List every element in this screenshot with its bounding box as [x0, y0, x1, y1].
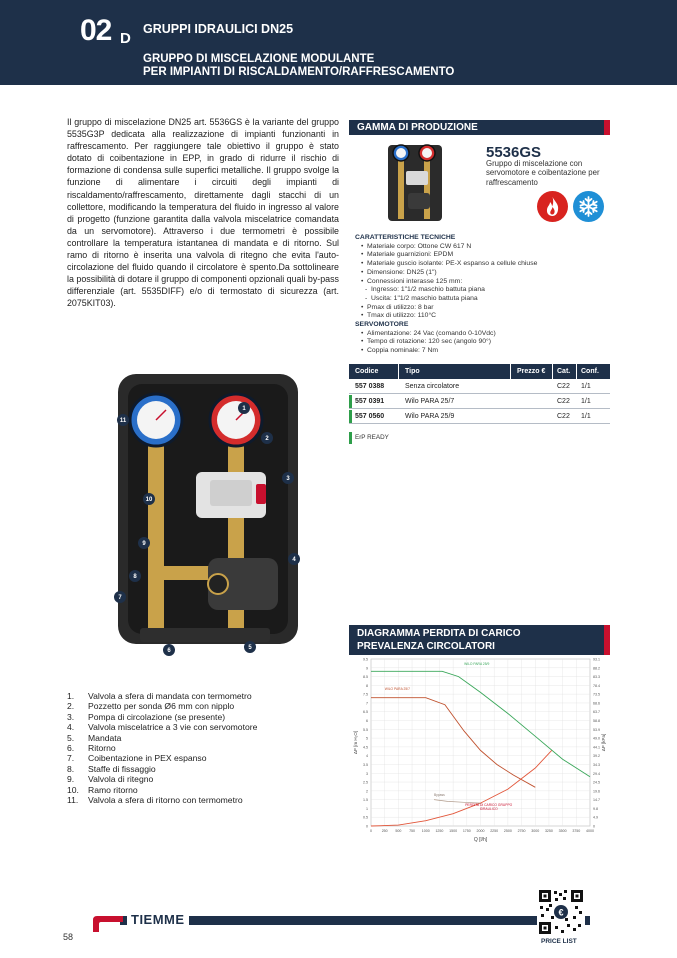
table-row — [349, 409, 610, 424]
product-code: 5536GS — [486, 144, 542, 161]
y2-tick-label: 19.6 — [593, 789, 600, 794]
y-tick-label: 9 — [366, 666, 368, 671]
callout-9: 9 — [142, 541, 146, 547]
cell-type: Wilo PARA 25/7 — [405, 398, 455, 405]
cell-price — [511, 409, 553, 423]
callout-4: 4 — [292, 557, 296, 563]
cell-cat: C22 — [557, 383, 570, 390]
cell-cat: C22 — [557, 413, 570, 420]
col-header-cat: Cat. — [553, 364, 577, 379]
product-photo — [100, 366, 320, 656]
cell-code: 557 0388 — [355, 383, 385, 390]
chart-annotation: WILO PARA 25/7 — [384, 686, 410, 691]
table-row — [349, 379, 610, 394]
servo-heading: SERVOMOTORE — [355, 321, 409, 329]
callout-1: 1 — [242, 406, 246, 412]
table-row — [349, 394, 610, 409]
x-tick-label: 750 — [409, 829, 416, 833]
col-header-price: Prezzo € — [511, 364, 553, 379]
cell-code: 557 0391 — [355, 398, 385, 405]
spec-subitem: - Uscita: 1"1/2 maschio battuta piana — [355, 295, 610, 304]
x-tick-label: 1000 — [421, 829, 430, 833]
callout-3: 3 — [286, 476, 290, 482]
y2-tick-label: 49.0 — [593, 736, 600, 741]
list-item: 11. Valvola a sfera di ritorno con termometro — [67, 795, 243, 806]
erp-green-marker — [349, 395, 352, 408]
list-item: 8. Staffe di fissaggio — [67, 763, 156, 774]
y2-tick-label: 53.9 — [593, 727, 600, 732]
x-tick-label: 500 — [395, 829, 402, 833]
chart-annotation: IDRAULICO — [479, 806, 498, 811]
callout-10: 10 — [145, 497, 153, 503]
table-header-row — [349, 364, 610, 379]
col-header-code: Codice — [349, 364, 399, 379]
y2-tick-label: 58.8 — [593, 719, 600, 724]
x-tick-label: 0 — [370, 829, 372, 833]
y2-tick-label: 24.5 — [593, 780, 600, 785]
y-tick-label: 6 — [366, 719, 368, 724]
diagram-title-line1: DIAGRAMMA PERDITA DI CARICO — [357, 628, 521, 639]
product-table — [349, 364, 610, 424]
cell-price — [511, 379, 553, 393]
y2-tick-label: 63.7 — [593, 710, 600, 715]
gamma-section-bar — [349, 120, 610, 135]
section-letter: D — [120, 30, 131, 47]
intro-paragraph: Il gruppo di miscelazione DN25 art. 5536GS è la variante del gruppo 5535G3P dedicata alla realizzazione di impianti funzionanti in raffrescamento. Per raggiungere tale obiettivo il gruppo è stato dotato di coibentazione in EPP, in grado di ridurre il rischio di formazione di condensa sulle superfici metalliche. Il gruppo svolge la funzione di alimentare i circuiti degli impianti di riscaldamento/raffrescamento, direttamente dagli stacchi di un collettore, modificando la temperatura del fluido in ingresso al valore di progetto (funzione garantita dalla valvola miscelatrice comandata da un servomotore). Attraverso i due termometri è possibile controllare la temperatura istantanea di mandata e di ritorno. Sul ramo di ritorno è inserita una valvola di ritegno che evita l'auto-circolazione del fluido quando il circolatore è spento.Da sottolineare la possibilità di dotare il gruppo di componenti opzionali quali by-pass differenziale (art. 5535DIFF) e/o di termostato di sicurezza (art. 2075KIT03). — [67, 117, 339, 309]
callout-5: 5 — [248, 645, 252, 651]
section-title: GRUPPI IDRAULICI DN25 — [143, 22, 294, 36]
components-legend — [67, 691, 257, 805]
list-item: 10. Ramo ritorno — [67, 784, 138, 795]
chart-annotation: Bypass — [433, 793, 445, 798]
spec-item: • Connessioni interasse 125 mm: — [355, 278, 610, 287]
diagram-title-line2: PREVALENZA CIRCOLATORI — [357, 641, 495, 652]
y2-tick-label: 73.5 — [593, 692, 600, 697]
y-tick-label: 6.5 — [363, 710, 368, 715]
y-tick-label: 2 — [366, 789, 368, 794]
col-header-type: Tipo — [399, 364, 511, 379]
spec-item: • Materiale guscio isolante: PE-X espanso a cellule chiuse — [355, 260, 610, 269]
y2-tick-label: 4.9 — [593, 815, 598, 820]
cell-conf: 1/1 — [581, 383, 591, 390]
diagram-section-bar — [349, 625, 610, 655]
y2-tick-label: 34.3 — [593, 762, 600, 767]
y2-tick-label: 93.1 — [593, 657, 600, 662]
x-tick-label: 2500 — [503, 829, 512, 833]
erp-green-marker — [349, 410, 352, 423]
callout-2: 2 — [265, 436, 269, 442]
x-tick-label: 3000 — [531, 829, 540, 833]
list-item: 7. Coibentazione in PEX espanso — [67, 753, 207, 764]
brand-logo: TIEMME — [127, 912, 189, 927]
y-tick-label: 1 — [366, 806, 368, 811]
y2-tick-label: 29.4 — [593, 771, 600, 776]
y2-tick-label: 68.6 — [593, 701, 600, 706]
cooling-snowflake-icon — [573, 191, 604, 222]
y-tick-label: 7.5 — [363, 692, 368, 697]
y-tick-label: 3.5 — [363, 762, 368, 767]
heating-flame-icon — [537, 191, 568, 222]
x-tick-label: 1750 — [462, 829, 471, 833]
x-tick-label: 2750 — [517, 829, 526, 833]
cell-conf: 1/1 — [581, 413, 591, 420]
y-tick-label: 8.5 — [363, 675, 368, 680]
list-item: 3. Pompa di circolazione (se presente) — [67, 711, 226, 722]
spec-item: • Tmax di utilizzo: 110°C — [355, 312, 610, 321]
qr-code-image[interactable] — [537, 888, 585, 936]
spec-subitem: - Ingresso: 1"1/2 maschio battuta piana — [355, 286, 610, 295]
y2-tick-label: 88.2 — [593, 666, 600, 671]
y2-tick-label: 9.8 — [593, 806, 598, 811]
x-tick-label: 2000 — [476, 829, 485, 833]
list-item: 5. Mandata — [67, 732, 122, 743]
y-tick-label: 5 — [366, 736, 368, 741]
y2-tick-label: 78.4 — [593, 683, 600, 688]
x-tick-label: 4000 — [586, 829, 594, 833]
tech-specs-heading: CARATTERISTICHE TECNICHE — [355, 234, 456, 241]
x-axis-label: Q [l/h] — [473, 837, 488, 843]
y-tick-label: 1.5 — [363, 798, 368, 803]
y2-tick-label: 14.7 — [593, 798, 600, 803]
y-tick-label: 4 — [366, 754, 368, 759]
col-header-conf: Conf. — [581, 368, 599, 375]
price-list-label: PRICE LIST — [541, 938, 577, 945]
y2-tick-label: 44.1 — [593, 745, 600, 750]
chart-annotation: WILO PARA 25/9 — [464, 662, 490, 667]
brand-logo-mark — [93, 914, 123, 932]
erp-ready-label: ErP READY — [355, 434, 389, 441]
x-tick-label: 250 — [381, 829, 388, 833]
gamma-title: GAMMA DI PRODUZIONE — [357, 122, 478, 133]
cell-conf: 1/1 — [581, 398, 591, 405]
page-subtitle-line1: GRUPPO DI MISCELAZIONE MODULANTE — [143, 53, 375, 65]
list-item: 6. Ritorno — [67, 743, 116, 754]
callout-8: 8 — [133, 574, 137, 580]
chart-annotation: PERDITA DI CARICO GRUPPO — [465, 802, 513, 807]
page-subtitle-line2: PER IMPIANTI DI RISCALDAMENTO/RAFFRESCAMENTO — [143, 66, 455, 78]
footer-band — [120, 916, 590, 925]
list-item: 1. Valvola a sfera di mandata con termometro — [67, 691, 252, 701]
x-tick-label: 1500 — [449, 829, 458, 833]
x-tick-label: 1250 — [435, 829, 444, 833]
y-tick-label: 0 — [366, 824, 368, 829]
list-item: 2. Pozzetto per sonda Ø6 mm con nipplo — [67, 701, 235, 712]
y2-tick-label: 0 — [593, 824, 595, 829]
product-thumbnail-image — [384, 141, 446, 224]
list-item: 4. Valvola miscelatrice a 3 vie con servomotore — [67, 722, 258, 733]
callout-11: 11 — [119, 418, 127, 424]
spec-item: • Pmax di utilizzo: 8 bar — [355, 304, 610, 313]
y-tick-label: 0.5 — [363, 815, 368, 820]
y-tick-label: 9.5 — [363, 657, 368, 662]
y-tick-label: 7 — [366, 701, 368, 706]
spec-item: • Materiale corpo: Ottone CW 617 N — [355, 243, 610, 252]
y2-axis-label: ΔP [kPa] — [601, 733, 606, 752]
y-tick-label: 4.5 — [363, 745, 368, 750]
callout-7: 7 — [118, 595, 122, 601]
servo-item: • Alimentazione: 24 Vac (comando 0-10Vdc) — [355, 330, 610, 339]
technical-specs — [355, 234, 610, 356]
y-tick-label: 2.5 — [363, 780, 368, 785]
page-number: 58 — [63, 932, 74, 942]
y-tick-label: 5.5 — [363, 727, 368, 732]
cell-code: 557 0560 — [355, 413, 385, 420]
spec-item: • Dimensione: DN25 (1") — [355, 269, 610, 278]
qr-euro-symbol: € — [558, 907, 564, 918]
y-tick-label: 8 — [366, 683, 368, 688]
y-tick-label: 3 — [366, 771, 368, 776]
y-axis-label: ΔP [m H₂O] — [353, 730, 358, 755]
y2-tick-label: 39.2 — [593, 754, 600, 759]
cell-price — [511, 394, 553, 408]
cell-cat: C22 — [557, 398, 570, 405]
callout-6: 6 — [167, 648, 171, 654]
product-description: Gruppo di miscelazione con servomotore e coibentazione per raffrescamento — [486, 159, 600, 187]
x-tick-label: 3500 — [558, 829, 567, 833]
servo-item: • Coppia nominale: 7 Nm — [355, 347, 610, 356]
section-number: 02 — [80, 14, 112, 47]
x-tick-label: 3250 — [544, 829, 553, 833]
pressure-chart — [349, 655, 610, 845]
x-tick-label: 3750 — [572, 829, 581, 833]
spec-item: • Materiale guarnizioni: EPDM — [355, 251, 610, 260]
x-tick-label: 2250 — [490, 829, 499, 833]
cell-type: Senza circolatore — [405, 383, 460, 390]
list-item: 9. Valvola di ritegno — [67, 774, 154, 785]
y2-tick-label: 83.3 — [593, 675, 600, 680]
servo-item: • Tempo di rotazione: 120 sec (angolo 90°) — [355, 338, 610, 347]
cell-type: Wilo PARA 25/9 — [405, 413, 455, 420]
